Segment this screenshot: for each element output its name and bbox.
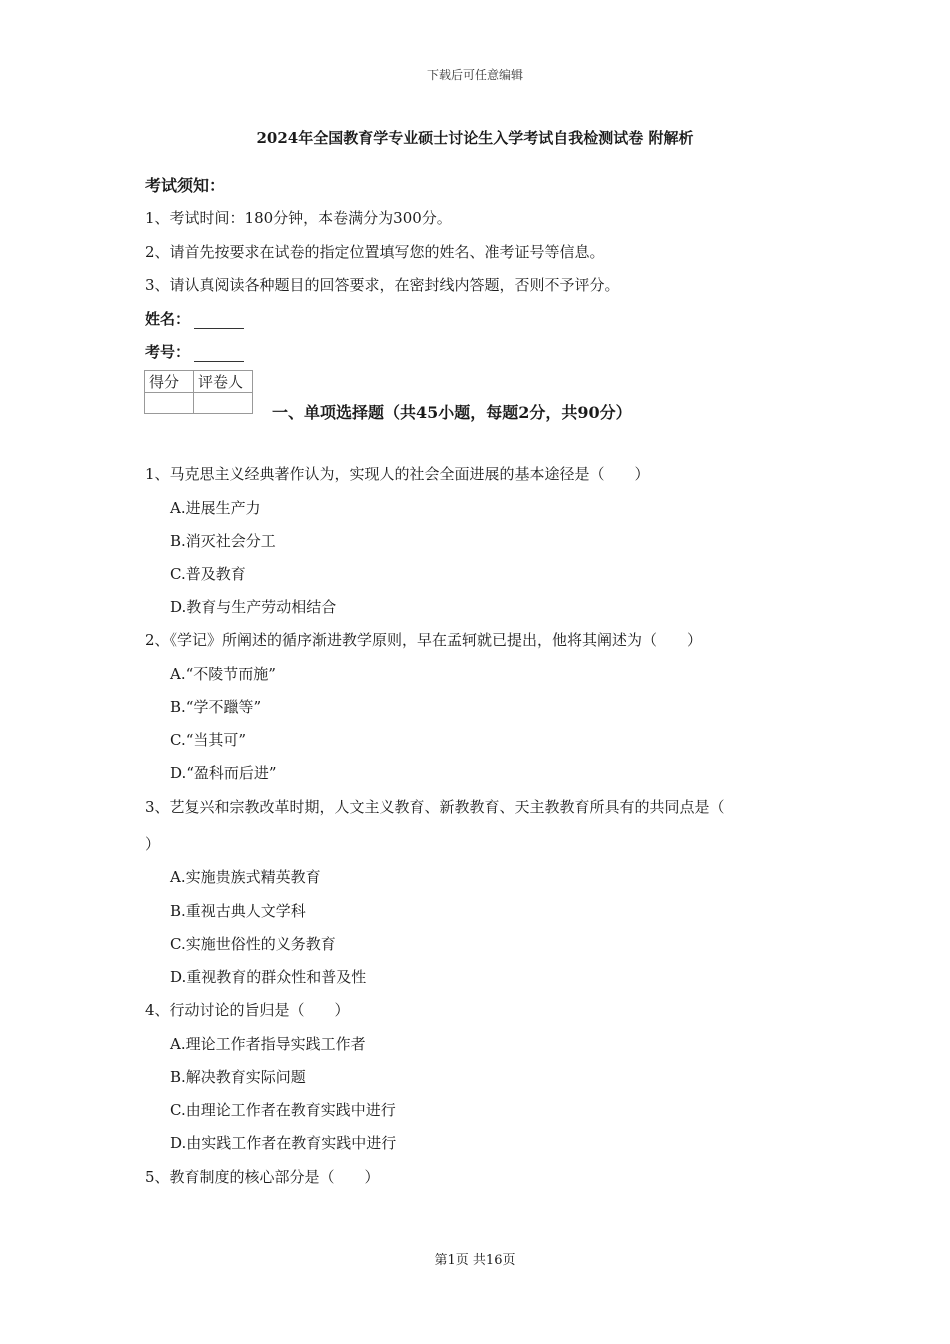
name-field <box>145 308 244 329</box>
name-blank <box>194 312 244 329</box>
question-option: B.“学不躐等” <box>170 698 262 716</box>
question-option: C.实施世俗性的义务教育 <box>170 935 336 953</box>
document-title: 2024年全国教育学专业硕士讨论生入学考试自我检测试卷 附解析 <box>256 129 694 147</box>
question-option: B.重视古典人文学科 <box>170 902 306 920</box>
name-label: 姓名： <box>145 310 191 328</box>
question-option: B.消灭社会分工 <box>170 532 276 550</box>
header-note: 下载后可任意编辑 <box>426 68 523 82</box>
question-option: D.由实践工作者在教育实践中进行 <box>170 1134 397 1152</box>
notice-item: 1、考试时间：180分钟，本卷满分为300分。 <box>145 209 452 227</box>
question-stem: 5、教育制度的核心部分是（ ） <box>145 1168 380 1186</box>
exam-id-label: 考号： <box>145 343 191 361</box>
notice-heading: 考试须知： <box>145 176 226 195</box>
question-stem: 4、行动讨论的旨归是（ ） <box>145 1001 350 1019</box>
question-option: C.“当其可” <box>170 731 247 749</box>
question-stem: 2、《学记》所阐述的循序渐进教学原则，早在孟轲就已提出，他将其阐述为（ ） <box>145 631 703 649</box>
question-stem: 3、艺复兴和宗教改革时期，人文主义教育、新教教育、天主教教育所具有的共同点是（ <box>145 798 725 816</box>
score-table <box>144 370 253 414</box>
question-stem: 1、马克思主义经典著作认为，实现人的社会全面进展的基本途径是（ ） <box>145 465 650 483</box>
question-option: C.由理论工作者在教育实践中进行 <box>170 1101 396 1119</box>
question-option: C.普及教育 <box>170 565 246 583</box>
question-option: A.进展生产力 <box>170 499 261 517</box>
question-option: D.教育与生产劳动相结合 <box>170 598 337 616</box>
exam-id-field <box>145 341 244 362</box>
grader-header: 评卷人 <box>194 371 253 393</box>
page-footer: 第1页 共16页 <box>434 1253 516 1268</box>
notice-item: 3、请认真阅读各种题目的回答要求，在密封线内答题，否则不予评分。 <box>145 276 620 294</box>
question-option: A.“不陵节而施” <box>170 665 276 683</box>
question-option: A.实施贵族式精英教育 <box>170 868 321 886</box>
score-cell <box>145 393 194 414</box>
notice-item: 2、请首先按要求在试卷的指定位置填写您的姓名、准考证号等信息。 <box>145 243 605 261</box>
question-option: D.“盈科而后进” <box>170 764 277 782</box>
question-option: B.解决教育实际问题 <box>170 1068 306 1086</box>
grader-cell <box>194 393 253 414</box>
score-header: 得分 <box>145 371 194 393</box>
question-option: A.理论工作者指导实践工作者 <box>170 1035 366 1053</box>
section-title: 一、单项选择题（共45小题，每题2分，共90分） <box>272 403 632 422</box>
question-option: D.重视教育的群众性和普及性 <box>170 968 367 986</box>
exam-id-blank <box>194 345 244 362</box>
question-stem-continued: ） <box>145 835 161 853</box>
